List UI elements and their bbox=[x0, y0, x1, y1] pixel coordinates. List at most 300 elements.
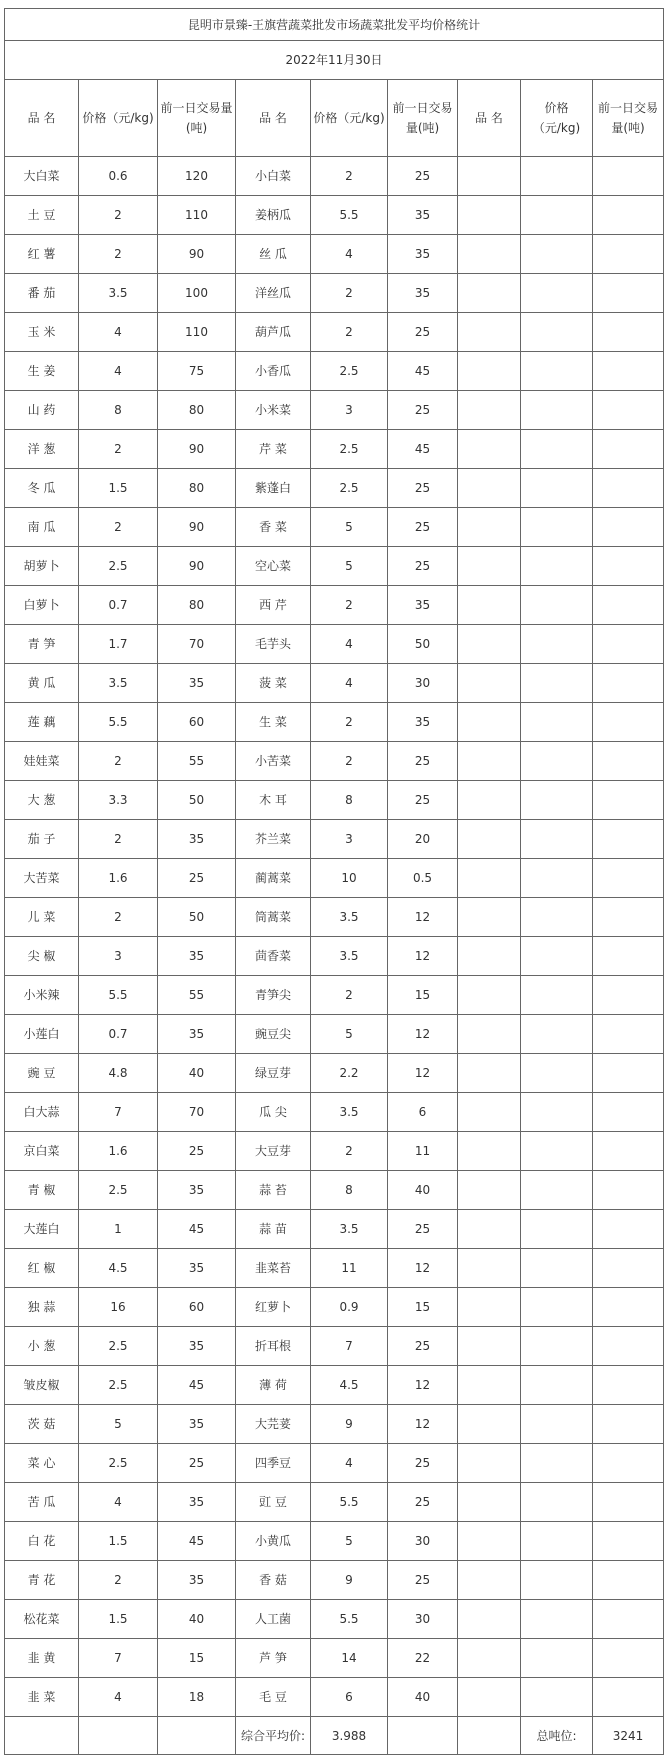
cell-name-2: 蒜 苔 bbox=[236, 1171, 311, 1210]
cell-name-1: 白 花 bbox=[5, 1522, 79, 1561]
cell-volume-1: 90 bbox=[158, 508, 236, 547]
table-row bbox=[5, 1405, 664, 1444]
cell-price-1: 3.5 bbox=[79, 274, 158, 313]
cell-name-1: 大白菜 bbox=[5, 157, 79, 196]
cell-volume-2: 25 bbox=[388, 391, 458, 430]
header-row bbox=[5, 80, 664, 157]
table-row bbox=[5, 1132, 664, 1171]
cell-volume-1: 35 bbox=[158, 1015, 236, 1054]
cell-name-2: 薄 荷 bbox=[236, 1366, 311, 1405]
cell-name-1: 松花菜 bbox=[5, 1600, 79, 1639]
cell-empty bbox=[458, 1171, 521, 1210]
cell-name-2: 小香瓜 bbox=[236, 352, 311, 391]
cell-name-1: 京白菜 bbox=[5, 1132, 79, 1171]
table-row bbox=[5, 781, 664, 820]
cell-name-1: 大 葱 bbox=[5, 781, 79, 820]
cell-price-2: 5 bbox=[311, 1522, 388, 1561]
cell-name-1: 红 椒 bbox=[5, 1249, 79, 1288]
cell-empty bbox=[521, 1561, 593, 1600]
cell-empty bbox=[458, 508, 521, 547]
cell-empty bbox=[458, 196, 521, 235]
cell-price-1: 2.5 bbox=[79, 1171, 158, 1210]
cell-name-2: 瓜 尖 bbox=[236, 1093, 311, 1132]
cell-empty bbox=[458, 1717, 521, 1755]
cell-empty bbox=[458, 430, 521, 469]
cell-volume-1: 35 bbox=[158, 1483, 236, 1522]
cell-price-2: 10 bbox=[311, 859, 388, 898]
cell-volume-2: 30 bbox=[388, 1600, 458, 1639]
cell-name-1: 红 薯 bbox=[5, 235, 79, 274]
cell-volume-1: 80 bbox=[158, 586, 236, 625]
cell-price-1: 1 bbox=[79, 1210, 158, 1249]
cell-empty bbox=[593, 508, 664, 547]
cell-name-1: 土 豆 bbox=[5, 196, 79, 235]
cell-empty bbox=[458, 352, 521, 391]
cell-name-1: 胡萝卜 bbox=[5, 547, 79, 586]
cell-volume-2: 25 bbox=[388, 1210, 458, 1249]
cell-empty bbox=[521, 742, 593, 781]
cell-name-2: 茴香菜 bbox=[236, 937, 311, 976]
cell-empty bbox=[593, 235, 664, 274]
cell-volume-1: 90 bbox=[158, 430, 236, 469]
header-price-1: 价格（元/kg) bbox=[79, 80, 158, 157]
cell-empty bbox=[593, 469, 664, 508]
cell-volume-1: 70 bbox=[158, 625, 236, 664]
cell-volume-1: 80 bbox=[158, 469, 236, 508]
cell-empty bbox=[458, 1054, 521, 1093]
cell-volume-1: 35 bbox=[158, 1561, 236, 1600]
cell-name-1: 青 笋 bbox=[5, 625, 79, 664]
cell-volume-2: 25 bbox=[388, 742, 458, 781]
cell-volume-2: 25 bbox=[388, 1561, 458, 1600]
cell-empty bbox=[521, 430, 593, 469]
cell-name-1: 小米辣 bbox=[5, 976, 79, 1015]
cell-price-1: 4.8 bbox=[79, 1054, 158, 1093]
cell-empty bbox=[458, 157, 521, 196]
price-table bbox=[4, 8, 664, 1755]
cell-price-2: 9 bbox=[311, 1561, 388, 1600]
cell-empty bbox=[458, 1483, 521, 1522]
cell-volume-2: 50 bbox=[388, 625, 458, 664]
cell-empty bbox=[521, 781, 593, 820]
cell-empty bbox=[593, 1093, 664, 1132]
cell-name-1: 尖 椒 bbox=[5, 937, 79, 976]
cell-price-2: 5 bbox=[311, 547, 388, 586]
cell-price-1: 4 bbox=[79, 1483, 158, 1522]
cell-volume-1: 55 bbox=[158, 976, 236, 1015]
header-price-2: 价格（元/kg) bbox=[311, 80, 388, 157]
cell-price-2: 5.5 bbox=[311, 196, 388, 235]
cell-volume-2: 35 bbox=[388, 274, 458, 313]
cell-empty bbox=[521, 1015, 593, 1054]
cell-empty bbox=[521, 703, 593, 742]
cell-price-1: 2 bbox=[79, 235, 158, 274]
cell-price-2: 14 bbox=[311, 1639, 388, 1678]
table-row bbox=[5, 742, 664, 781]
cell-name-2: 芥兰菜 bbox=[236, 820, 311, 859]
cell-name-1: 生 姜 bbox=[5, 352, 79, 391]
cell-volume-2: 25 bbox=[388, 547, 458, 586]
cell-price-2: 2 bbox=[311, 586, 388, 625]
cell-price-1: 1.5 bbox=[79, 1522, 158, 1561]
header-name-2: 品 名 bbox=[236, 80, 311, 157]
cell-name-2: 蒜 苗 bbox=[236, 1210, 311, 1249]
cell-empty bbox=[521, 664, 593, 703]
cell-name-2: 芹 菜 bbox=[236, 430, 311, 469]
cell-empty bbox=[593, 391, 664, 430]
cell-volume-1: 25 bbox=[158, 1444, 236, 1483]
cell-empty bbox=[593, 586, 664, 625]
cell-name-1: 莲 藕 bbox=[5, 703, 79, 742]
cell-empty bbox=[458, 625, 521, 664]
cell-empty bbox=[521, 1288, 593, 1327]
table-date: 2022年11月30日 bbox=[5, 41, 664, 80]
cell-name-2: 小苦菜 bbox=[236, 742, 311, 781]
cell-volume-1: 70 bbox=[158, 1093, 236, 1132]
cell-empty bbox=[593, 196, 664, 235]
cell-name-1: 南 瓜 bbox=[5, 508, 79, 547]
cell-empty bbox=[521, 1483, 593, 1522]
cell-volume-1: 35 bbox=[158, 937, 236, 976]
cell-empty bbox=[593, 1327, 664, 1366]
cell-empty bbox=[593, 1132, 664, 1171]
cell-name-1: 白萝卜 bbox=[5, 586, 79, 625]
cell-name-2: 筒蒿菜 bbox=[236, 898, 311, 937]
cell-empty bbox=[593, 157, 664, 196]
cell-empty bbox=[458, 586, 521, 625]
table-row bbox=[5, 1093, 664, 1132]
cell-price-2: 0.9 bbox=[311, 1288, 388, 1327]
cell-price-2: 2 bbox=[311, 313, 388, 352]
cell-name-1: 青 花 bbox=[5, 1561, 79, 1600]
cell-empty bbox=[593, 1600, 664, 1639]
cell-name-2: 丝 瓜 bbox=[236, 235, 311, 274]
cell-empty bbox=[521, 586, 593, 625]
cell-name-2: 青笋尖 bbox=[236, 976, 311, 1015]
cell-volume-2: 12 bbox=[388, 1015, 458, 1054]
cell-volume-2: 40 bbox=[388, 1171, 458, 1210]
cell-empty bbox=[458, 898, 521, 937]
cell-price-2: 9 bbox=[311, 1405, 388, 1444]
cell-empty bbox=[458, 1522, 521, 1561]
cell-empty bbox=[593, 1522, 664, 1561]
cell-price-1: 4 bbox=[79, 1678, 158, 1717]
cell-volume-1: 110 bbox=[158, 196, 236, 235]
cell-volume-2: 25 bbox=[388, 157, 458, 196]
cell-empty bbox=[458, 1249, 521, 1288]
cell-empty bbox=[458, 469, 521, 508]
cell-price-2: 3.5 bbox=[311, 898, 388, 937]
cell-name-1: 茄 子 bbox=[5, 820, 79, 859]
cell-price-2: 4 bbox=[311, 235, 388, 274]
cell-empty bbox=[458, 235, 521, 274]
cell-name-2: 香 菜 bbox=[236, 508, 311, 547]
table-row bbox=[5, 976, 664, 1015]
cell-empty bbox=[458, 1366, 521, 1405]
cell-name-1: 番 茄 bbox=[5, 274, 79, 313]
cell-empty bbox=[521, 1249, 593, 1288]
cell-name-2: 绿豆芽 bbox=[236, 1054, 311, 1093]
cell-empty bbox=[593, 1210, 664, 1249]
cell-empty bbox=[593, 1405, 664, 1444]
cell-empty bbox=[593, 937, 664, 976]
table-row bbox=[5, 391, 664, 430]
cell-volume-1: 35 bbox=[158, 1405, 236, 1444]
table-row bbox=[5, 625, 664, 664]
cell-price-2: 11 bbox=[311, 1249, 388, 1288]
cell-empty bbox=[593, 898, 664, 937]
cell-empty bbox=[593, 664, 664, 703]
cell-empty bbox=[458, 1015, 521, 1054]
table-row bbox=[5, 430, 664, 469]
cell-name-2: 四季豆 bbox=[236, 1444, 311, 1483]
cell-volume-2: 25 bbox=[388, 1444, 458, 1483]
cell-empty bbox=[388, 1717, 458, 1755]
table-row bbox=[5, 1483, 664, 1522]
cell-price-1: 2 bbox=[79, 1561, 158, 1600]
cell-empty bbox=[458, 1405, 521, 1444]
cell-price-2: 3.5 bbox=[311, 1093, 388, 1132]
table-row bbox=[5, 1288, 664, 1327]
price-table-container bbox=[4, 8, 664, 1755]
cell-empty bbox=[458, 742, 521, 781]
cell-volume-1: 60 bbox=[158, 703, 236, 742]
cell-price-2: 2.5 bbox=[311, 352, 388, 391]
table-row bbox=[5, 274, 664, 313]
cell-volume-2: 22 bbox=[388, 1639, 458, 1678]
cell-price-1: 5 bbox=[79, 1405, 158, 1444]
cell-empty bbox=[521, 352, 593, 391]
cell-empty bbox=[158, 1717, 236, 1755]
cell-empty bbox=[593, 859, 664, 898]
cell-empty bbox=[458, 859, 521, 898]
cell-volume-2: 0.5 bbox=[388, 859, 458, 898]
cell-empty bbox=[593, 1054, 664, 1093]
cell-name-2: 紫蓬白 bbox=[236, 469, 311, 508]
cell-price-2: 5 bbox=[311, 508, 388, 547]
cell-name-2: 洋丝瓜 bbox=[236, 274, 311, 313]
table-row bbox=[5, 1210, 664, 1249]
cell-price-1: 1.5 bbox=[79, 469, 158, 508]
cell-name-1: 茨 菇 bbox=[5, 1405, 79, 1444]
cell-volume-2: 25 bbox=[388, 781, 458, 820]
cell-empty bbox=[521, 1132, 593, 1171]
cell-price-1: 1.7 bbox=[79, 625, 158, 664]
cell-volume-1: 35 bbox=[158, 1171, 236, 1210]
cell-empty bbox=[521, 547, 593, 586]
cell-price-2: 2 bbox=[311, 703, 388, 742]
cell-empty bbox=[593, 781, 664, 820]
cell-name-1: 大苦菜 bbox=[5, 859, 79, 898]
cell-empty bbox=[458, 781, 521, 820]
cell-price-1: 5.5 bbox=[79, 703, 158, 742]
table-row bbox=[5, 1366, 664, 1405]
cell-name-2: 西 芹 bbox=[236, 586, 311, 625]
cell-volume-2: 11 bbox=[388, 1132, 458, 1171]
cell-volume-2: 30 bbox=[388, 1522, 458, 1561]
table-row bbox=[5, 1054, 664, 1093]
cell-price-1: 2.5 bbox=[79, 1327, 158, 1366]
cell-name-2: 折耳根 bbox=[236, 1327, 311, 1366]
cell-volume-2: 30 bbox=[388, 664, 458, 703]
cell-volume-1: 75 bbox=[158, 352, 236, 391]
cell-name-1: 白大蒜 bbox=[5, 1093, 79, 1132]
cell-name-2: 小米菜 bbox=[236, 391, 311, 430]
cell-empty bbox=[593, 1015, 664, 1054]
cell-price-2: 4 bbox=[311, 625, 388, 664]
cell-name-2: 豇 豆 bbox=[236, 1483, 311, 1522]
cell-empty bbox=[521, 859, 593, 898]
table-row bbox=[5, 1522, 664, 1561]
cell-empty bbox=[521, 1093, 593, 1132]
header-name-3: 品 名 bbox=[458, 80, 521, 157]
cell-price-2: 6 bbox=[311, 1678, 388, 1717]
cell-volume-1: 80 bbox=[158, 391, 236, 430]
table-row bbox=[5, 235, 664, 274]
cell-empty bbox=[5, 1717, 79, 1755]
table-row bbox=[5, 1327, 664, 1366]
cell-name-2: 毛 豆 bbox=[236, 1678, 311, 1717]
cell-empty bbox=[593, 1639, 664, 1678]
cell-empty bbox=[521, 157, 593, 196]
cell-empty bbox=[458, 1444, 521, 1483]
cell-price-2: 3.5 bbox=[311, 1210, 388, 1249]
table-row bbox=[5, 1561, 664, 1600]
table-row bbox=[5, 196, 664, 235]
table-row bbox=[5, 157, 664, 196]
cell-volume-2: 35 bbox=[388, 586, 458, 625]
cell-volume-2: 35 bbox=[388, 703, 458, 742]
cell-name-1: 儿 菜 bbox=[5, 898, 79, 937]
table-row bbox=[5, 313, 664, 352]
cell-volume-2: 12 bbox=[388, 1249, 458, 1288]
cell-name-2: 大豆芽 bbox=[236, 1132, 311, 1171]
table-title: 昆明市景臻-王旗营蔬菜批发市场蔬菜批发平均价格统计 bbox=[5, 9, 664, 41]
cell-price-1: 0.7 bbox=[79, 1015, 158, 1054]
cell-empty bbox=[521, 937, 593, 976]
cell-empty bbox=[593, 1171, 664, 1210]
cell-price-2: 5.5 bbox=[311, 1600, 388, 1639]
cell-empty bbox=[521, 1171, 593, 1210]
cell-name-1: 冬 瓜 bbox=[5, 469, 79, 508]
cell-empty bbox=[593, 274, 664, 313]
cell-empty bbox=[593, 742, 664, 781]
cell-empty bbox=[458, 1210, 521, 1249]
cell-name-2: 小黄瓜 bbox=[236, 1522, 311, 1561]
cell-volume-1: 45 bbox=[158, 1522, 236, 1561]
cell-price-2: 2.2 bbox=[311, 1054, 388, 1093]
cell-volume-2: 25 bbox=[388, 313, 458, 352]
header-volume-2: 前一日交易量(吨) bbox=[388, 80, 458, 157]
cell-volume-1: 45 bbox=[158, 1366, 236, 1405]
cell-empty bbox=[458, 820, 521, 859]
cell-volume-1: 50 bbox=[158, 781, 236, 820]
cell-price-2: 2 bbox=[311, 1132, 388, 1171]
cell-empty bbox=[521, 313, 593, 352]
cell-empty bbox=[521, 235, 593, 274]
cell-price-1: 4 bbox=[79, 313, 158, 352]
cell-empty bbox=[521, 469, 593, 508]
cell-empty bbox=[521, 1366, 593, 1405]
cell-empty bbox=[458, 1327, 521, 1366]
table-row bbox=[5, 1249, 664, 1288]
table-row bbox=[5, 469, 664, 508]
cell-price-2: 4 bbox=[311, 664, 388, 703]
cell-price-1: 2.5 bbox=[79, 547, 158, 586]
cell-price-2: 8 bbox=[311, 781, 388, 820]
cell-empty bbox=[458, 547, 521, 586]
cell-volume-2: 12 bbox=[388, 898, 458, 937]
cell-volume-1: 90 bbox=[158, 235, 236, 274]
table-row bbox=[5, 937, 664, 976]
cell-price-2: 2 bbox=[311, 742, 388, 781]
cell-empty bbox=[458, 1678, 521, 1717]
cell-empty bbox=[458, 1561, 521, 1600]
cell-name-2: 生 菜 bbox=[236, 703, 311, 742]
average-price-label: 综合平均价: bbox=[236, 1717, 311, 1755]
cell-price-1: 2.5 bbox=[79, 1366, 158, 1405]
cell-volume-2: 25 bbox=[388, 469, 458, 508]
cell-name-1: 菜 心 bbox=[5, 1444, 79, 1483]
cell-name-2: 小白菜 bbox=[236, 157, 311, 196]
cell-name-2: 大芫荽 bbox=[236, 1405, 311, 1444]
cell-empty bbox=[521, 976, 593, 1015]
cell-price-1: 2.5 bbox=[79, 1444, 158, 1483]
cell-price-1: 1.5 bbox=[79, 1600, 158, 1639]
cell-volume-2: 12 bbox=[388, 1405, 458, 1444]
cell-price-1: 2 bbox=[79, 742, 158, 781]
cell-empty bbox=[521, 1444, 593, 1483]
cell-price-1: 2 bbox=[79, 430, 158, 469]
cell-name-2: 香 菇 bbox=[236, 1561, 311, 1600]
cell-volume-2: 6 bbox=[388, 1093, 458, 1132]
cell-empty bbox=[458, 703, 521, 742]
cell-empty bbox=[521, 1678, 593, 1717]
cell-volume-1: 45 bbox=[158, 1210, 236, 1249]
cell-price-1: 7 bbox=[79, 1639, 158, 1678]
cell-empty bbox=[458, 1093, 521, 1132]
cell-name-1: 皱皮椒 bbox=[5, 1366, 79, 1405]
cell-empty bbox=[593, 547, 664, 586]
cell-empty bbox=[593, 625, 664, 664]
total-tonnage-value: 3241 bbox=[593, 1717, 664, 1755]
cell-empty bbox=[521, 1600, 593, 1639]
cell-price-2: 3 bbox=[311, 391, 388, 430]
cell-volume-1: 15 bbox=[158, 1639, 236, 1678]
table-row bbox=[5, 1444, 664, 1483]
cell-volume-1: 35 bbox=[158, 1327, 236, 1366]
cell-name-1: 山 药 bbox=[5, 391, 79, 430]
table-row bbox=[5, 859, 664, 898]
cell-empty bbox=[593, 1561, 664, 1600]
table-row bbox=[5, 547, 664, 586]
cell-volume-1: 40 bbox=[158, 1600, 236, 1639]
cell-name-2: 空心菜 bbox=[236, 547, 311, 586]
cell-empty bbox=[521, 508, 593, 547]
cell-empty bbox=[458, 1639, 521, 1678]
cell-price-2: 4 bbox=[311, 1444, 388, 1483]
summary-row bbox=[5, 1717, 664, 1755]
cell-empty bbox=[521, 1210, 593, 1249]
cell-volume-2: 40 bbox=[388, 1678, 458, 1717]
cell-empty bbox=[79, 1717, 158, 1755]
cell-empty bbox=[521, 1639, 593, 1678]
cell-empty bbox=[458, 976, 521, 1015]
header-volume-3: 前一日交易量(吨) bbox=[593, 80, 664, 157]
table-row bbox=[5, 1678, 664, 1717]
cell-name-2: 菠 菜 bbox=[236, 664, 311, 703]
cell-empty bbox=[593, 1249, 664, 1288]
